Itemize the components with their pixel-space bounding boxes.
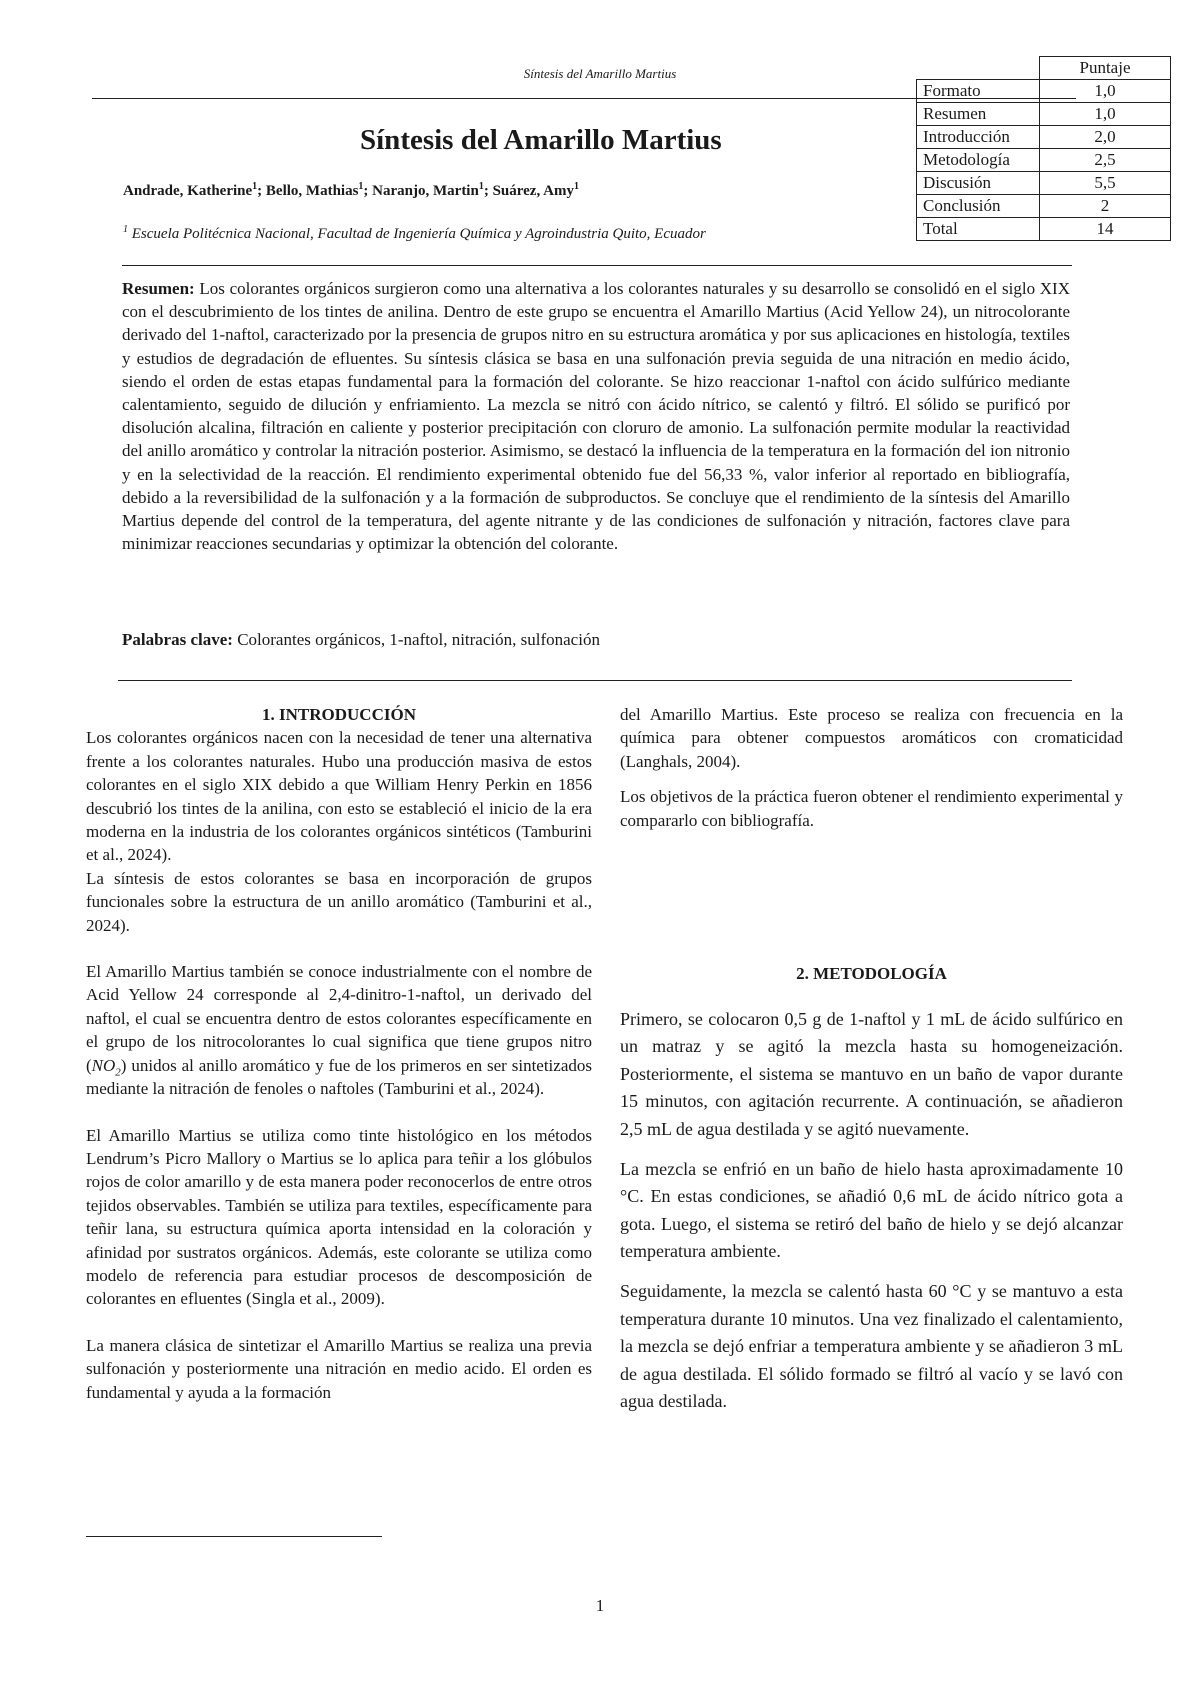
score-label: Resumen xyxy=(917,103,1040,126)
score-label: Formato xyxy=(917,80,1040,103)
score-table-blank-cell xyxy=(917,57,1040,80)
score-row-total xyxy=(917,218,1171,241)
running-header: Síntesis del Amarillo Martius xyxy=(523,66,677,81)
paragraph-gap xyxy=(620,773,1123,785)
score-table-header: Puntaje xyxy=(1040,57,1171,80)
paragraph-gap xyxy=(86,1101,592,1124)
score-value: 1,0 xyxy=(1040,80,1171,103)
author-sup: 1 xyxy=(478,181,484,192)
intro-heading: 1. INTRODUCCIÓN xyxy=(262,705,416,724)
score-label: Conclusión xyxy=(917,195,1040,218)
paragraph-gap xyxy=(620,1144,1123,1156)
intro-paragraph: La manera clásica de sintetizar el Amarillo Martius se realiza una previa sulfonación y posteriormente una nitración en medio acido. El orden es fundamental y ayuda a la formación xyxy=(86,1335,592,1402)
page-number: 1 xyxy=(595,1596,605,1615)
abstract xyxy=(122,277,1070,555)
score-table xyxy=(916,56,1171,241)
keywords-label: Palabras clave: xyxy=(122,630,233,649)
score-label: Metodología xyxy=(917,149,1040,172)
nitro-formula xyxy=(91,1055,121,1079)
score-row-introduccion xyxy=(917,126,1171,149)
score-value: 5,5 xyxy=(1040,172,1171,195)
paragraph-gap xyxy=(620,1266,1123,1278)
author-sep: ; xyxy=(257,183,266,199)
abstract-text: Los colorantes orgánicos surgieron como una alternativa a los colorantes naturales y su desarrollo se consolidó en el siglo XIX con el descubrimiento de los tintes de anilina. Dentro de este grupo se encuentra el Amarillo Martius (Acid Yellow 24), un nitrocolorante derivado del 1-naftol, caracterizado por la presencia de grupos nitro en su estructura aromática y por sus aplicaciones en histología, textiles y estudios de degradación de efluentes. Su síntesis clásica se basa en una sulfonación previa seguida de una nitración en medio ácido, siendo el orden de estas etapas fundamental para la formación del colorante. Se hizo reaccionar 1-naftol con ácido sulfúrico mediante calentamiento, seguido de dilución y enfriamiento. La mezcla se nitró con ácido nítrico, se calentó y filtró. El sólido se purificó por disolución alcalina, filtración en caliente y posterior precipitación con cloruro de amonio. La sulfonación permite modular la reactividad del anillo aromático y controlar la nitración posterior. Asimismo, se destacó la influencia de la temperatura en la formación del ion nitronio y en la selectividad de la reacción. El rendimiento experimental obtenido fue del 56,33 %, valor inferior al reportado en bibliografía, debido a la reversibilidad de la sulfonación y a la formación de subproductos. Se concluye que el rendimiento de la síntesis del Amarillo Martius depende del control de la temperatura, del agente nitrante y de las condiciones de sulfonación y nitración, factores clave para minimizar reacciones secundarias y optimizar la obtención del colorante. xyxy=(122,279,1070,554)
author-name: Naranjo, Martin xyxy=(372,183,479,199)
formula-main: NO xyxy=(91,1055,116,1075)
paragraph-gap xyxy=(86,1311,592,1334)
score-value: 14 xyxy=(1040,218,1171,241)
author-sup: 1 xyxy=(358,181,364,192)
abstract-label: Resumen: xyxy=(122,279,195,298)
author-sup: 1 xyxy=(573,181,579,192)
author-sep: ; xyxy=(363,183,373,199)
left-column xyxy=(86,703,592,1404)
footnote-rule xyxy=(86,1536,382,1537)
intro-paragraph: La síntesis de estos colorantes se basa en incorporación de grupos funcionales sobre la estructura de un anillo aromático (Tamburini et al., 2024). xyxy=(86,868,592,935)
author-name: Suárez, Amy xyxy=(492,183,574,199)
paragraph-gap xyxy=(86,937,592,960)
score-row-metodologia xyxy=(917,149,1171,172)
intro-paragraph: Los objetivos de la práctica fueron obtener el rendimiento experimental y compararlo con bibliografía. xyxy=(620,787,1123,830)
score-value: 1,0 xyxy=(1040,103,1171,126)
affiliation-text: Escuela Politécnica Nacional, Facultad de Ingeniería Química y Agroindustria Quito, Ecuador xyxy=(128,226,706,242)
author-list xyxy=(123,183,579,200)
score-value: 2,5 xyxy=(1040,149,1171,172)
score-value: 2,0 xyxy=(1040,126,1171,149)
paper-title: Síntesis del Amarillo Martius xyxy=(360,124,722,156)
affiliation xyxy=(123,226,706,243)
score-row-resumen xyxy=(917,103,1171,126)
score-value: 2 xyxy=(1040,195,1171,218)
intro-paragraph: del Amarillo Martius. Este proceso se realiza con frecuencia en la química para obtener compuestos aromáticos con cromaticidad (Langhals, 2004). xyxy=(620,705,1123,771)
author-name: Andrade, Katherine xyxy=(123,183,253,199)
score-label: Discusión xyxy=(917,172,1040,195)
title-rule xyxy=(122,265,1072,266)
intro-paragraph: El Amarillo Martius se utiliza como tinte histológico en los métodos Lendrum’s Picro Mallory o Martius se lo aplica para teñir a los glóbulos rojos de color amarillo y de esta manera poder reconocerlos de entre otros tejidos observables. También se utiliza para textiles, específicamente para teñir lana, su estructura química aporta intensidad en la coloración y afinidad por sustratos orgánicos. Además, este colorante se utiliza como modelo de referencia para estudiar procesos de descomposición de colorantes en efluentes (Singla et al., 2009). xyxy=(86,1125,592,1309)
method-paragraph: Seguidamente, la mezcla se calentó hasta 60 °C y se mantuvo a esta temperatura durante 10 minutos. Una vez finalizado el calentamiento, la mezcla se dejó enfriar a temperatura ambiente y se añadieron 3 mL de agua destilada. El sólido formado se filtró al vacío y se lavó con agua destilada. xyxy=(620,1280,1123,1412)
keywords xyxy=(122,630,1070,650)
intro-text: El Amarillo Martius también se conoce industrialmente con el nombre de Acid Yellow 24 corresponde al 2,4-dinitro-1-naftol, un derivado del naftol, el cual se encuentra dentro de estos colorantes específicamente en el grupo de los nitrocolorantes lo cual significa que tiene grupos nitro ( xyxy=(86,962,592,1075)
intro-paragraph xyxy=(86,960,592,1100)
abstract-rule xyxy=(118,680,1072,681)
formula-sub: 2 xyxy=(115,1066,121,1079)
right-column xyxy=(620,703,1123,832)
score-label: Total xyxy=(917,218,1040,241)
method-paragraph: Primero, se colocaron 0,5 g de 1-naftol y 1 mL de ácido sulfúrico en un matraz y se agitó la mezcla hasta su homogeneización. Posteriormente, el sistema se mantuvo en un baño de vapor durante 15 minutos, con agitación recurrente. A continuación, se añadieron 2,5 mL de agua destilada y se agitó nuevamente. xyxy=(620,1008,1123,1139)
author-sup: 1 xyxy=(252,181,258,192)
affiliation-sup: 1 xyxy=(123,224,128,235)
score-row-discusion xyxy=(917,172,1171,195)
intro-text: ) unidos al anillo aromático y fue de los primeros en ser sintetizados mediante la nitración de fenoles o naftoles (Tamburini et al., 2024). xyxy=(86,1055,592,1099)
method-paragraph: La mezcla se enfrió en un baño de hielo hasta aproximadamente 10 °C. En estas condiciones, se añadió 0,6 mL de ácido nítrico gota a gota. Luego, el sistema se retiró del baño de hielo y se dejó alcanzar temperatura ambiente. xyxy=(620,1158,1123,1262)
score-table-header-row xyxy=(917,57,1171,80)
methodology-heading: 2. METODOLOGÍA xyxy=(796,964,947,983)
keywords-text: Colorantes orgánicos, 1-naftol, nitración, sulfonación xyxy=(232,630,600,649)
score-row-conclusion xyxy=(917,195,1171,218)
author-sep: ; xyxy=(483,183,493,199)
score-label: Introducción xyxy=(917,126,1040,149)
author-name: Bello, Mathias xyxy=(265,183,359,199)
intro-paragraph: Los colorantes orgánicos nacen con la necesidad de tener una alternativa frente a los colorantes naturales. Hubo una producción masiva de estos colorantes en el siglo XIX debido a que William Henry Perkin en 1856 descubrió los tintes de la anilina, con esto se estableció el inicio de la era moderna en la industria de los colorantes orgánicos sintéticos (Tamburini et al., 2024). xyxy=(86,728,592,865)
methodology-section xyxy=(620,960,1123,1416)
score-row-formato xyxy=(917,80,1171,103)
